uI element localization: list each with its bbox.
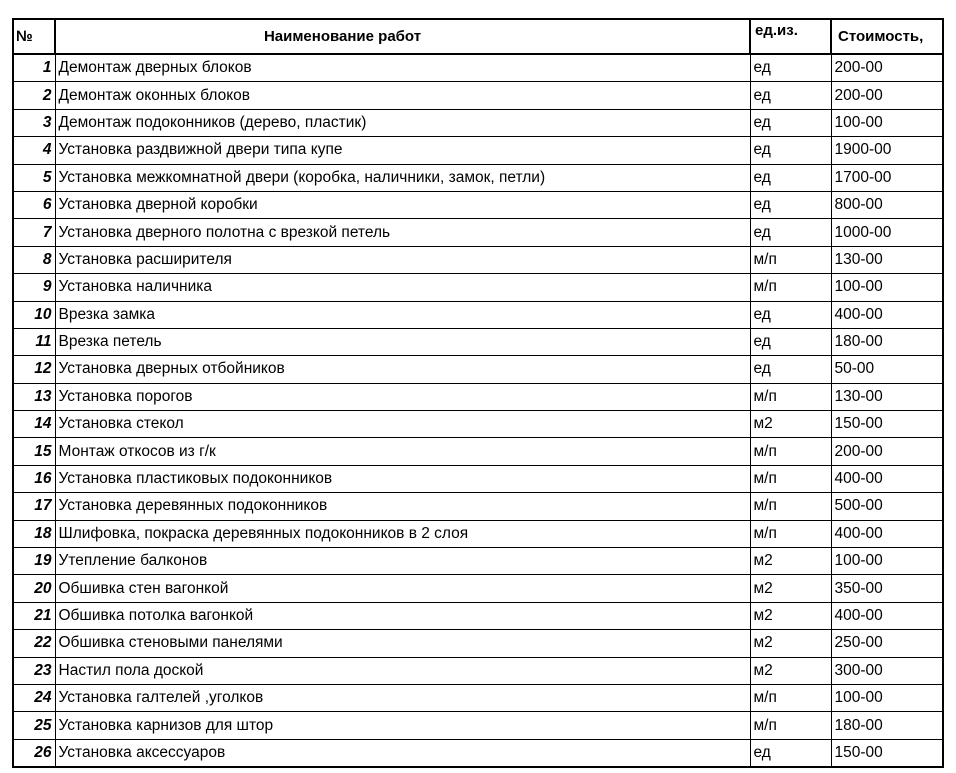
- work-name-cell: Установка деревянных подоконников: [55, 493, 750, 520]
- table-row: [13, 164, 943, 191]
- table-row: [13, 246, 943, 273]
- cost-cell: 130-00: [831, 383, 943, 410]
- row-number: 24: [13, 684, 55, 711]
- work-name-cell: Обшивка потолка вагонкой: [55, 602, 750, 629]
- cost-cell: 800-00: [831, 191, 943, 218]
- work-name-cell: Установка пластиковых подоконников: [55, 465, 750, 492]
- cost-cell: 1700-00: [831, 164, 943, 191]
- work-name-cell: Обшивка стен вагонкой: [55, 575, 750, 602]
- table-row: [13, 602, 943, 629]
- table-row: [13, 739, 943, 767]
- unit-cell: ед: [750, 219, 831, 246]
- work-name-cell: Установка аксессуаров: [55, 739, 750, 767]
- work-name-cell: Установка стекол: [55, 411, 750, 438]
- table-row: [13, 411, 943, 438]
- header-unit: ед.из.: [750, 19, 831, 54]
- unit-cell: м2: [750, 657, 831, 684]
- row-number: 13: [13, 383, 55, 410]
- work-name-cell: Врезка петель: [55, 328, 750, 355]
- work-name-cell: Установка межкомнатной двери (коробка, наличники, замок, петли): [55, 164, 750, 191]
- unit-cell: м/п: [750, 493, 831, 520]
- cost-cell: 400-00: [831, 465, 943, 492]
- table-row: [13, 191, 943, 218]
- unit-cell: м/п: [750, 520, 831, 547]
- price-list-sheet: [12, 18, 942, 768]
- work-name-cell: Установка порогов: [55, 383, 750, 410]
- row-number: 1: [13, 54, 55, 82]
- cost-cell: 100-00: [831, 109, 943, 136]
- cost-cell: 400-00: [831, 301, 943, 328]
- work-name-cell: Установка галтелей ,уголков: [55, 684, 750, 711]
- row-number: 12: [13, 356, 55, 383]
- row-number: 3: [13, 109, 55, 136]
- cost-cell: 180-00: [831, 712, 943, 739]
- table-row: [13, 630, 943, 657]
- row-number: 2: [13, 82, 55, 109]
- table-header: [13, 19, 943, 54]
- row-number: 20: [13, 575, 55, 602]
- unit-cell: ед: [750, 739, 831, 767]
- table-row: [13, 109, 943, 136]
- row-number: 16: [13, 465, 55, 492]
- unit-cell: м/п: [750, 712, 831, 739]
- work-name-cell: Демонтаж оконных блоков: [55, 82, 750, 109]
- row-number: 5: [13, 164, 55, 191]
- table-row: [13, 54, 943, 82]
- unit-cell: ед: [750, 191, 831, 218]
- cost-cell: 130-00: [831, 246, 943, 273]
- row-number: 11: [13, 328, 55, 355]
- row-number: 23: [13, 657, 55, 684]
- work-name-cell: Настил пола доской: [55, 657, 750, 684]
- table-body: [13, 54, 943, 767]
- unit-cell: м2: [750, 548, 831, 575]
- work-name-cell: Демонтаж подоконников (дерево, пластик): [55, 109, 750, 136]
- cost-cell: 250-00: [831, 630, 943, 657]
- unit-cell: ед: [750, 82, 831, 109]
- row-number: 22: [13, 630, 55, 657]
- table-row: [13, 219, 943, 246]
- work-name-cell: Монтаж откосов из г/к: [55, 438, 750, 465]
- cost-cell: 350-00: [831, 575, 943, 602]
- row-number: 7: [13, 219, 55, 246]
- work-name-cell: Установка дверного полотна с врезкой петель: [55, 219, 750, 246]
- header-cost: Стоимость,: [831, 19, 943, 54]
- unit-cell: ед: [750, 137, 831, 164]
- row-number: 9: [13, 274, 55, 301]
- table-row: [13, 465, 943, 492]
- cost-cell: 100-00: [831, 274, 943, 301]
- cost-cell: 200-00: [831, 54, 943, 82]
- unit-cell: м2: [750, 602, 831, 629]
- cost-cell: 180-00: [831, 328, 943, 355]
- work-name-cell: Установка дверной коробки: [55, 191, 750, 218]
- cost-cell: 150-00: [831, 411, 943, 438]
- unit-cell: м/п: [750, 684, 831, 711]
- cost-cell: 200-00: [831, 82, 943, 109]
- work-name-cell: Установка дверных отбойников: [55, 356, 750, 383]
- cost-cell: 50-00: [831, 356, 943, 383]
- row-number: 6: [13, 191, 55, 218]
- row-number: 21: [13, 602, 55, 629]
- unit-cell: м/п: [750, 438, 831, 465]
- unit-cell: м2: [750, 575, 831, 602]
- unit-cell: м2: [750, 411, 831, 438]
- header-number: №: [13, 19, 55, 54]
- unit-cell: ед: [750, 301, 831, 328]
- row-number: 26: [13, 739, 55, 767]
- header-work-name: Наименование работ: [55, 19, 750, 54]
- table-row: [13, 82, 943, 109]
- table-row: [13, 274, 943, 301]
- unit-cell: ед: [750, 356, 831, 383]
- table-row: [13, 493, 943, 520]
- row-number: 4: [13, 137, 55, 164]
- table-row: [13, 438, 943, 465]
- table-row: [13, 575, 943, 602]
- table-row: [13, 712, 943, 739]
- unit-cell: м/п: [750, 465, 831, 492]
- table-row: [13, 356, 943, 383]
- unit-cell: ед: [750, 164, 831, 191]
- row-number: 19: [13, 548, 55, 575]
- cost-cell: 1000-00: [831, 219, 943, 246]
- work-name-cell: Демонтаж дверных блоков: [55, 54, 750, 82]
- unit-cell: м/п: [750, 383, 831, 410]
- table-row: [13, 301, 943, 328]
- table-row: [13, 657, 943, 684]
- row-number: 15: [13, 438, 55, 465]
- cost-cell: 400-00: [831, 602, 943, 629]
- unit-cell: ед: [750, 328, 831, 355]
- cost-cell: 300-00: [831, 657, 943, 684]
- work-name-cell: Шлифовка, покраска деревянных подоконников в 2 слоя: [55, 520, 750, 547]
- cost-cell: 1900-00: [831, 137, 943, 164]
- header-row: [13, 19, 943, 54]
- row-number: 14: [13, 411, 55, 438]
- work-name-cell: Утепление балконов: [55, 548, 750, 575]
- unit-cell: м/п: [750, 246, 831, 273]
- unit-cell: м2: [750, 630, 831, 657]
- row-number: 25: [13, 712, 55, 739]
- work-name-cell: Установка наличника: [55, 274, 750, 301]
- cost-cell: 100-00: [831, 684, 943, 711]
- table-row: [13, 684, 943, 711]
- unit-cell: м/п: [750, 274, 831, 301]
- unit-cell: ед: [750, 109, 831, 136]
- row-number: 17: [13, 493, 55, 520]
- cost-cell: 150-00: [831, 739, 943, 767]
- table-row: [13, 383, 943, 410]
- table-row: [13, 548, 943, 575]
- work-name-cell: Врезка замка: [55, 301, 750, 328]
- work-name-cell: Установка карнизов для штор: [55, 712, 750, 739]
- work-name-cell: Установка раздвижной двери типа купе: [55, 137, 750, 164]
- cost-cell: 200-00: [831, 438, 943, 465]
- unit-cell: ед: [750, 54, 831, 82]
- row-number: 10: [13, 301, 55, 328]
- table-row: [13, 520, 943, 547]
- cost-cell: 400-00: [831, 520, 943, 547]
- row-number: 18: [13, 520, 55, 547]
- work-name-cell: Обшивка стеновыми панелями: [55, 630, 750, 657]
- cost-cell: 500-00: [831, 493, 943, 520]
- table-row: [13, 328, 943, 355]
- row-number: 8: [13, 246, 55, 273]
- price-table: [12, 18, 944, 768]
- work-name-cell: Установка расширителя: [55, 246, 750, 273]
- cost-cell: 100-00: [831, 548, 943, 575]
- table-row: [13, 137, 943, 164]
